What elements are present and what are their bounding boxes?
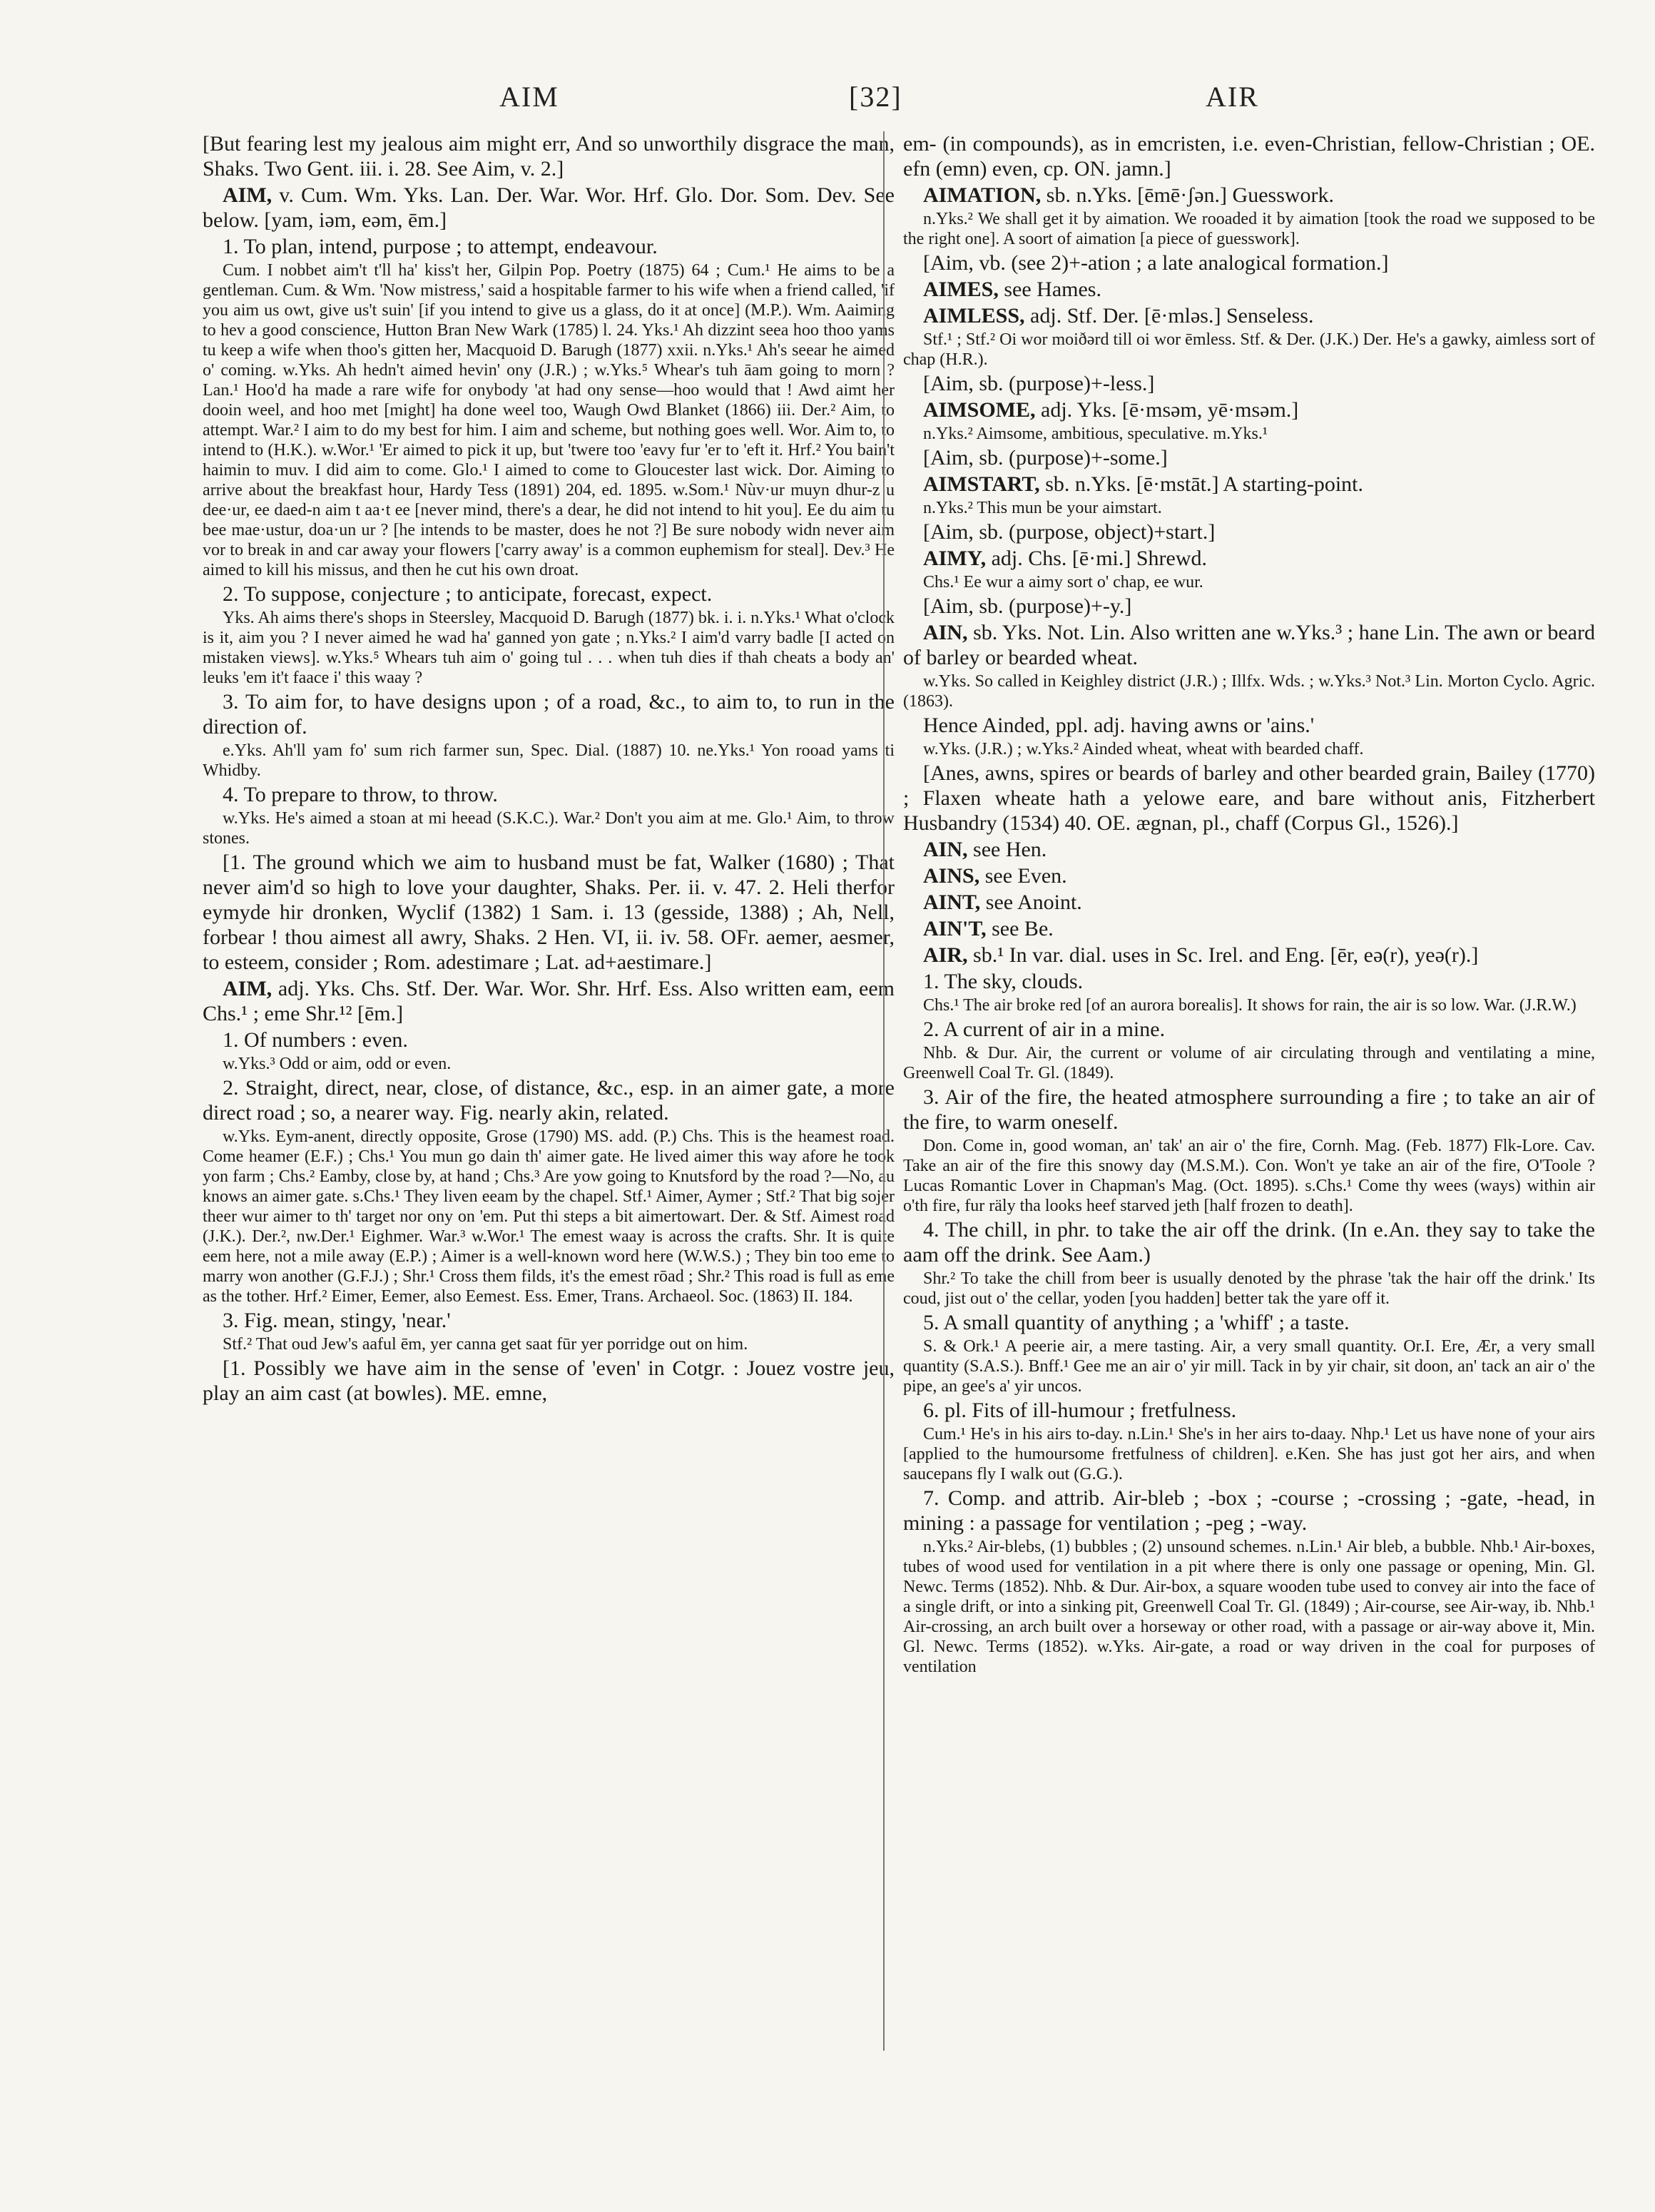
citation-paragraph (903, 498, 1595, 518)
entry-paragraph (903, 890, 1595, 915)
paragraph-text: 2. Straight, direct, near, close, of distance, &c., esp. in an aimer gate, a more direct road ; so, a nearer way. Fig. nearly akin, related. (203, 1076, 895, 1125)
entry-paragraph (903, 1085, 1595, 1135)
paragraph-text: sb. n.Yks. [ē·mstāt.] A starting-point. (1039, 472, 1363, 496)
paragraph-text: [Aim, sb. (purpose)+-less.] (923, 372, 1155, 395)
paragraph-text: v. Cum. Wm. Yks. Lan. Der. War. Wor. Hrf. Glo. Dor. Som. Dev. See below. [yam, iəm, eəm, ēm.] (203, 183, 895, 232)
paragraph-text: 5. A small quantity of anything ; a 'whiff' ; a taste. (923, 1311, 1350, 1334)
right-column (903, 131, 1595, 2141)
paragraph-text: 4. The chill, in phr. to take the air off the drink. (In e.An. they say to take the aam off the drink. See Aam.) (903, 1218, 1595, 1267)
entry-paragraph (203, 1028, 895, 1052)
paragraph-text: w.Yks.³ Odd or aim, odd or even. (223, 1055, 452, 1073)
paragraph-text: sb. Yks. Not. Lin. Also written ane w.Yks.³ ; hane Lin. The awn or beard of barley or bearded wheat. (903, 621, 1595, 669)
entry-paragraph (903, 131, 1595, 181)
paragraph-text: Cum.¹ He's in his airs to-day. n.Lin.¹ She's in her airs to-daay. Nhp.¹ Let us have none of your airs [applied to the humoursome fretfulness of children]. e.Ken. She has just got her airs, and when saucepans fly I walk out (G.G.). (903, 1425, 1595, 1483)
entry-paragraph (903, 837, 1595, 862)
entry-paragraph (903, 183, 1595, 208)
paragraph-text: Yks. Ah aims there's shops in Steersley, Macquoid D. Barugh (1877) bk. i. i. n.Yks.¹ What o'clock is it, aim you ? I never aimed he wad ha' ganned yon gate ; n.Yks.² I aim'd varry badle [I acted on mistaken views]. w.Yks.⁵ Whears tuh aim o' going tul . . . when tuh dies if thah cheats a body an' leuks 'em it't faace i' this waay ? (203, 609, 895, 687)
paragraph-text: n.Yks.² This mun be your aimstart. (923, 499, 1162, 517)
entry-paragraph (203, 850, 895, 975)
entry-paragraph (203, 131, 895, 181)
headword: AIR, (923, 943, 968, 967)
entry-paragraph (903, 713, 1595, 738)
paragraph-text: Nhb. & Dur. Air, the current or volume of air circulating through and ventilating a mine, Greenwell Coal Tr. Gl. (1849). (903, 1044, 1595, 1082)
headword: AIN, (923, 621, 968, 644)
entry-paragraph (903, 250, 1595, 275)
entry-paragraph (903, 1486, 1595, 1536)
citation-paragraph (903, 671, 1595, 711)
column-divider (883, 131, 885, 2051)
page-number: [32] (849, 81, 902, 113)
paragraph-text: 3. Air of the fire, the heated atmosphere surrounding a fire ; to take an air of the fire, to warm oneself. (903, 1085, 1595, 1134)
entry-paragraph (903, 1017, 1595, 1042)
entry-paragraph (903, 620, 1595, 670)
citation-paragraph (203, 1127, 895, 1307)
entry-paragraph (203, 1308, 895, 1333)
paragraph-text: [1. Possibly we have aim in the sense of 'even' in Cotgr. : Jouez vostre jeu, play an aim cast (at bowles). ME. emne, (203, 1356, 895, 1405)
headword: AIMSOME, (923, 398, 1036, 422)
paragraph-text: 4. To prepare to throw, to throw. (223, 783, 498, 806)
paragraph-text: e.Yks. Ah'll yam fo' sum rich farmer sun, Spec. Dial. (1887) 10. ne.Yks.¹ Yon rooad yams ti Whidby. (203, 741, 895, 780)
citation-paragraph (903, 330, 1595, 370)
entry-paragraph (203, 234, 895, 259)
paragraph-text: adj. Yks. [ē·msəm, yē·msəm.] (1035, 398, 1299, 422)
paragraph-text: 6. pl. Fits of ill-humour ; fretfulness. (923, 1399, 1237, 1422)
entry-paragraph (903, 277, 1595, 302)
citation-paragraph (903, 1269, 1595, 1309)
paragraph-text: S. & Ork.¹ A peerie air, a mere tasting. Air, a very small quantity. Or.I. Ere, Ær, a very small quantity (S.A.S.). Bnff.¹ Gee me an air o' yir mill. Tack in by yir chair, sit doon, an' tack an air o' the pipe, an gee's a' yir uncos. (903, 1337, 1595, 1396)
paragraph-text: Stf.² That oud Jew's aaful ēm, yer canna get saat fūr yer porridge out on him. (223, 1335, 748, 1354)
paragraph-text: adj. Yks. Chs. Stf. Der. War. Wor. Shr. Hrf. Ess. Also written eam, eem Chs.¹ ; eme Shr.¹² [ēm.] (203, 977, 895, 1025)
headword: AIN'T, (923, 917, 987, 940)
paragraph-text: adj. Chs. [ē·mi.] Shrewd. (986, 547, 1208, 570)
paragraph-text: [1. The ground which we aim to husband must be fat, Walker (1680) ; That never aim'd so high to love your daughter, Shaks. Per. ii. v. 47. 2. Heli therfor eymyde hir dronken, Wyclif (1382) 1 Sam. i. 13 (gesside, 1388) ; Ah, Nell, forbear ! thou aimest all awry, Shaks. 2 Hen. VI, ii. iv. 58. OFr. aemer, aesmer, to esteem, consider ; Rom. adestimare ; Lat. ad+aestimare.] (203, 851, 895, 974)
citation-paragraph (903, 572, 1595, 592)
entry-paragraph (903, 519, 1595, 544)
entry-paragraph (903, 863, 1595, 888)
entry-paragraph (903, 969, 1595, 994)
paragraph-text: em- (in compounds), as in emcristen, i.e. even-Christian, fellow-Christian ; OE. efn (emn) even, cp. ON. jamn.] (903, 132, 1595, 181)
paragraph-text: see Even. (979, 864, 1067, 888)
entry-paragraph (203, 976, 895, 1026)
headword: AIMLESS, (923, 304, 1025, 328)
paragraph-text: [Aim, sb. (purpose)+-y.] (923, 594, 1132, 618)
citation-paragraph (903, 739, 1595, 759)
paragraph-text: 2. To suppose, conjecture ; to anticipate, forecast, expect. (223, 582, 713, 606)
entry-paragraph (203, 1075, 895, 1125)
citation-paragraph (903, 1424, 1595, 1484)
headword: AINS, (923, 864, 980, 888)
paragraph-text: w.Yks. He's aimed a stoan at mi heead (S.K.C.). War.² Don't you aim at me. Glo.¹ Aim, to throw stones. (203, 809, 895, 848)
running-head-right: AIR (1206, 81, 1259, 113)
paragraph-text: 1. The sky, clouds. (923, 970, 1084, 993)
paragraph-text: 3. To aim for, to have designs upon ; of a road, &c., to aim to, to run in the direction of. (203, 690, 895, 739)
entry-paragraph (903, 397, 1595, 422)
entry-paragraph (903, 761, 1595, 836)
paragraph-text: [Aim, sb. (purpose, object)+start.] (923, 520, 1216, 544)
entry-paragraph (203, 582, 895, 607)
paragraph-text: Don. Come in, good woman, an' tak' an air o' the fire, Cornh. Mag. (Feb. 1877) Flk-Lore. Cav. Take an air of the fire this snowy day (M.S.M.). Con. Won't ye take an air of the fire, O'Toole ? Lucas Romantic Lover in Chapman's Mag. (Oct. 1895). s.Chs.¹ Come thy wees (ways) within air o'th fire, fur räly tha looks heef starved jeth [half frozen to death]. (903, 1137, 1595, 1215)
paragraph-text: Chs.¹ Ee wur a aimy sort o' chap, ee wur. (923, 573, 1203, 592)
entry-paragraph (903, 1217, 1595, 1267)
left-column (203, 131, 895, 2141)
citation-paragraph (203, 808, 895, 848)
headword: AINT, (923, 891, 981, 914)
running-head-left: AIM (499, 81, 559, 113)
citation-paragraph (903, 1043, 1595, 1083)
headword: AIMSTART, (923, 472, 1040, 496)
citation-paragraph (203, 260, 895, 580)
entry-paragraph (903, 943, 1595, 968)
paragraph-text: w.Yks. (J.R.) ; w.Yks.² Ainded wheat, wheat with bearded chaff. (923, 740, 1364, 759)
paragraph-text: see Anoint. (980, 891, 1082, 914)
citation-paragraph (903, 1336, 1595, 1396)
paragraph-text: sb. n.Yks. [ēmē·ʃən.] Guesswork. (1041, 183, 1335, 207)
headword: AIMATION, (923, 183, 1042, 207)
paragraph-text: [Aim, vb. (see 2)+-ation ; a late analogical formation.] (923, 251, 1389, 275)
paragraph-text: Shr.² To take the chill from beer is usually denoted by the phrase 'tak the hair off the drink.' Its coud, jist out o' the cellar, yoden [you hadden] better tak the yare off it. (903, 1269, 1595, 1308)
paragraph-text: [But fearing lest my jealous aim might err, And so unworthily disgrace the man, Shaks. Two Gent. iii. i. 28. See Aim, v. 2.] (203, 132, 895, 181)
paragraph-text: 1. Of numbers : even. (223, 1028, 408, 1052)
paragraph-text: w.Yks. Eym-anent, directly opposite, Grose (1790) MS. add. (P.) Chs. This is the heamest road. Come heamer (E.F.) ; Chs.¹ You mun go dain th' aimer gate. He lived aimer this way afore he took yon farm ; Chs.² Eamby, close by, at hand ; Chs.³ Are yow going to Knutsford by the road ?—No, au knows an aimer gate. s.Chs.¹ They liven eeam by the chapel. Stf.¹ Aimer, Aymer ; Stf.² That big sojer theer wur aimer to th' target nor ony on 'em. Put thi steps a bit aimertowart. Der. & Stf. Aimest road (J.K.). Der.², nw.Der.¹ Eighmer. War.³ w.Wor.¹ The emest waay is across the crafts. Shr. It is quite eem here, not a mile away (E.P.) ; Aimer is a well-known word here (W.W.S.) ; They bin too eme to marry won another (G.F.J.) ; Shr.¹ Cross them filds, it's the emest rōad ; Shr.² This road is full as eme as the tother. Hrf.² Eimer, Eemer, also Eemest. Ess. Emer, Trans. Archaeol. Soc. (1863) II. 184. (203, 1127, 895, 1306)
paragraph-text: Chs.¹ The air broke red [of an aurora borealis]. It shows for rain, the air is so low. War. (J.R.W.) (923, 996, 1577, 1015)
entry-paragraph (203, 183, 895, 233)
entry-paragraph (903, 546, 1595, 571)
paragraph-text: n.Yks.² We shall get it by aimation. We rooaded it by aimation [took the road we supposed to be the right one]. A soort of aimation [a piece of guesswork]. (903, 210, 1595, 248)
entry-paragraph (903, 371, 1595, 396)
paragraph-text: see Be. (986, 917, 1054, 940)
paragraph-text: 3. Fig. mean, stingy, 'near.' (223, 1309, 451, 1332)
paragraph-text: Stf.¹ ; Stf.² Oi wor moiðərd till oi wor ēmless. Stf. & Der. (J.K.) Der. He's a gawky, aimless sort of chap (H.R.). (903, 330, 1595, 369)
entry-paragraph (903, 303, 1595, 328)
paragraph-text: n.Yks.² Air-blebs, (1) bubbles ; (2) unsound schemes. n.Lin.¹ Air bleb, a bubble. Nhb.¹ Air-boxes, tubes of wood used for ventilation in a pit where there is only one passage or opening, Min. Gl. Newc. Terms (1852). Nhb. & Dur. Air-box, a square wooden tube used to convey air into the face of a single drift, or into a sinking pit, Greenwell Coal Tr. Gl. (1849) ; Air-course, see Air-way, ib. Nhb.¹ Air-crossing, an arch built over a horseway or other road, with a passage or air-way above it, Min. Gl. Newc. Terms (1852). w.Yks. Air-gate, a road or way driven in the coal for purposes of ventilation (903, 1538, 1595, 1676)
paragraph-text: 2. A current of air in a mine. (923, 1018, 1166, 1041)
citation-paragraph (903, 424, 1595, 444)
paragraph-text: 1. To plan, intend, purpose ; to attempt, endeavour. (223, 235, 658, 258)
paragraph-text: see Hen. (967, 838, 1047, 861)
entry-paragraph (203, 689, 895, 739)
entry-paragraph (903, 472, 1595, 497)
citation-paragraph (203, 1054, 895, 1074)
paragraph-text: Hence Ainded, ppl. adj. having awns or 'ains.' (923, 714, 1315, 737)
entry-paragraph (903, 916, 1595, 941)
entry-paragraph (203, 1356, 895, 1406)
entry-paragraph (203, 782, 895, 807)
paragraph-text: adj. Stf. Der. [ē·mləs.] Senseless. (1024, 304, 1314, 328)
entry-paragraph (903, 1310, 1595, 1335)
headword: AIMES, (923, 278, 999, 301)
citation-paragraph (203, 608, 895, 688)
citation-paragraph (203, 741, 895, 781)
paragraph-text: see Hames. (998, 278, 1101, 301)
paragraph-text: sb.¹ In var. dial. uses in Sc. Irel. and Eng. [ēr, eə(r), yeə(r).] (967, 943, 1479, 967)
paragraph-text: n.Yks.² Aimsome, ambitious, speculative. m.Yks.¹ (923, 425, 1268, 443)
citation-paragraph (903, 209, 1595, 249)
paragraph-text: Cum. I nobbet aim't t'll ha' kiss't her, Gilpin Pop. Poetry (1875) 64 ; Cum.¹ He aims to be a gentleman. Cum. & Wm. 'Now mistress,' said a hospitable farmer to his wife when a friend called, 'if you aim us owt, give us't suin' [if you intend to give us a glass, do it at once] (M.P.). Wm. Aaiming to hev a good conscience, Hutton Bran New Wark (1785) l. 24. Yks.¹ Ah dizzint seea hoo thoo yams tu keep a wife when thoo's gitten her, Macquoid D. Barugh (1877) xxii. n.Yks.¹ Ah's seear he aimed o' coming. w.Yks. Ah hedn't aimed hevin' ony (J.R.) ; w.Yks.⁵ Whear's tuh āam going to morn ? Lan.¹ Hoo'd ha made a rare wife for onybody 'at had ony sense—hoo would that ! Awd aimt her dooin weel, and hoo met [might] ha done weel too, Waugh Owd Blanket (1866) iii. Der.² Aim, to attempt. War.² I aim to do my best for him. I aim and scheme, but nothing goes well. Wor. Aim to, to intend to (H.K.). w.Wor.¹ 'Er aimed to pick it up, but 'twere too 'eavy fur 'er to 'eft it. Hrf.² You bain't haimin to muv. I did aim to come. Glo.¹ I aimed to come to Gloucester last wick. Dor. Aiming to arrive about the breakfast hour, Hardy Tess (1891) 204, ed. 1895. w.Som.¹ Nùv·ur muyn dhur-z u dee·ur, ee daed-n aim t aa·t ee [never mind, there's a dear, he did not intend to hit you]. Ee du aim tu bee mae·ustur, doa·un ur ? [he intends to be master, does he not ?] Be sure nobody widn never aim vor to break in and car away your flowers ['carry away' is a common euphemism for steal]. Dev.³ He aimed to kill his missus, and then he cut his own droat. (203, 261, 895, 579)
headword: AIMY, (923, 547, 987, 570)
headword: AIN, (923, 838, 968, 861)
citation-paragraph (903, 1136, 1595, 1216)
headword: AIM, (223, 977, 273, 1000)
citation-paragraph (903, 995, 1595, 1015)
citation-paragraph (903, 1537, 1595, 1677)
headword: AIM, (223, 183, 273, 207)
citation-paragraph (203, 1334, 895, 1354)
paragraph-text: w.Yks. So called in Keighley district (J.R.) ; Illfx. Wds. ; w.Yks.³ Not.³ Lin. Morton Cyclo. Agric. (1863). (903, 672, 1595, 711)
entry-paragraph (903, 594, 1595, 619)
entry-paragraph (903, 1398, 1595, 1423)
entry-paragraph (903, 445, 1595, 470)
paragraph-text: 7. Comp. and attrib. Air-bleb ; -box ; -course ; -crossing ; -gate, -head, in mining : a passage for ventilation ; -peg ; -way. (903, 1486, 1595, 1535)
paragraph-text: [Anes, awns, spires or beards of barley and other bearded grain, Bailey (1770) ; Flaxen wheate hath a yelowe eare, and bare without anis, Fitzherbert Husbandry (1534) 40. OE. ægnan, pl., chaff (Corpus Gl., 1526).] (903, 761, 1595, 835)
paragraph-text: [Aim, sb. (purpose)+-some.] (923, 446, 1168, 470)
